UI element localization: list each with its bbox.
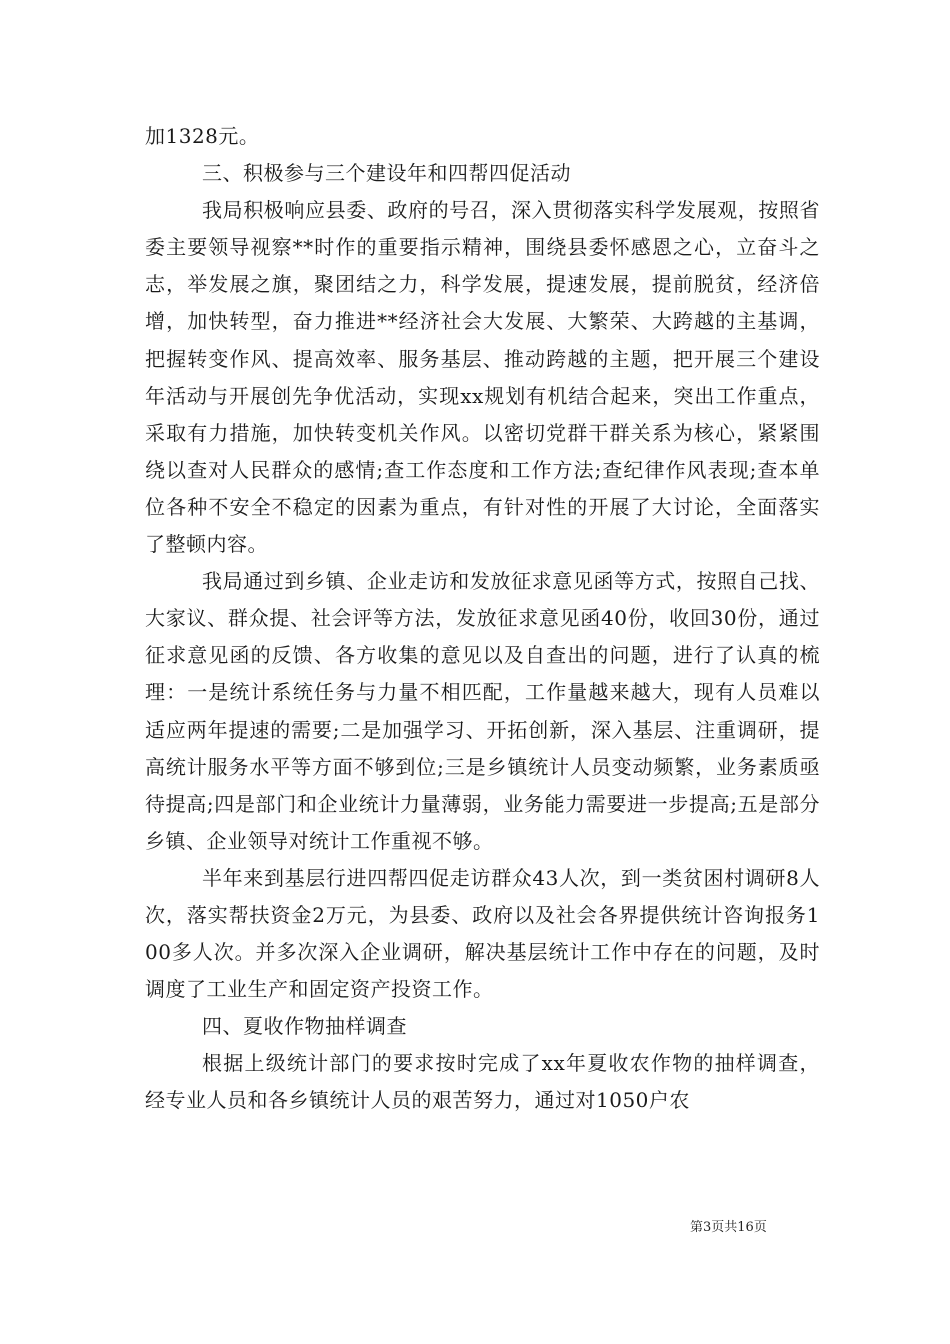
paragraph-continuation: 加1328元。 (145, 124, 260, 148)
paragraph-body: 我局通过到乡镇、企业走访和发放征求意见函等方式，按照自己找、大家议、群众提、社会评等方法，发放征求意见函40份，收回30份，通过征求意见函的反馈、各方收集的意见以及自查出的问题，进行了认真的梳理：一是统计系统任务与力量不相匹配，工作量越来越大，现有人员难以适应两年提速的需要;二是加强学习、开拓创新，深入基层、注重调研，提高统计服务水平等方面不够到位;三是乡镇统计人员变动频繁，业务素质亟待提高;四是部门和企业统计力量薄弱，业务能力需要进一步提高;五是部分乡镇、企业领导对统计工作重视不够。 (145, 569, 820, 853)
paragraph-body: 根据上级统计部门的要求按时完成了xx年夏收农作物的抽样调查，经专业人员和各乡镇统计人员的艰苦努力，通过对1050户农 (145, 1051, 820, 1113)
section-heading-four: 四、夏收作物抽样调查 (202, 1014, 407, 1039)
document-body (145, 118, 820, 1120)
page-number-footer: 第3页共16页 (690, 1220, 767, 1235)
paragraph-body: 我局积极响应县委、政府的号召，深入贯彻落实科学发展观，按照省委主要领导视察**时作的重要指示精神，围绕县委怀感恩之心，立奋斗之志，举发展之旗，聚团结之力，科学发展，提速发展，提前脱贫，经济倍增，加快转型，奋力推进**经济社会大发展、大繁荣、大跨越的主基调，把握转变作风、提高效率、服务基层、推动跨越的主题，把开展三个建设年活动与开展创先争优活动，实现xx规划有机结合起来，突出工作重点，采取有力措施，加快转变机关作风。以密切党群干群关系为核心，紧紧围绕以查对人民群众的感情;查工作态度和工作方法;查纪律作风表现;查本单位各种不安全不稳定的因素为重点，有针对性的开展了大讨论，全面落实了整顿内容。 (145, 198, 820, 557)
paragraph-body: 半年来到基层行进四帮四促走访群众43人次，到一类贫困村调研8人次，落实帮扶资金2万元，为县委、政府以及社会各界提供统计咨询报务100多人次。并多次深入企业调研，解决基层统计工作中存在的问题，及时调度了工业生产和固定资产投资工作。 (145, 865, 820, 1002)
section-heading-three: 三、积极参与三个建设年和四帮四促活动 (202, 161, 571, 186)
